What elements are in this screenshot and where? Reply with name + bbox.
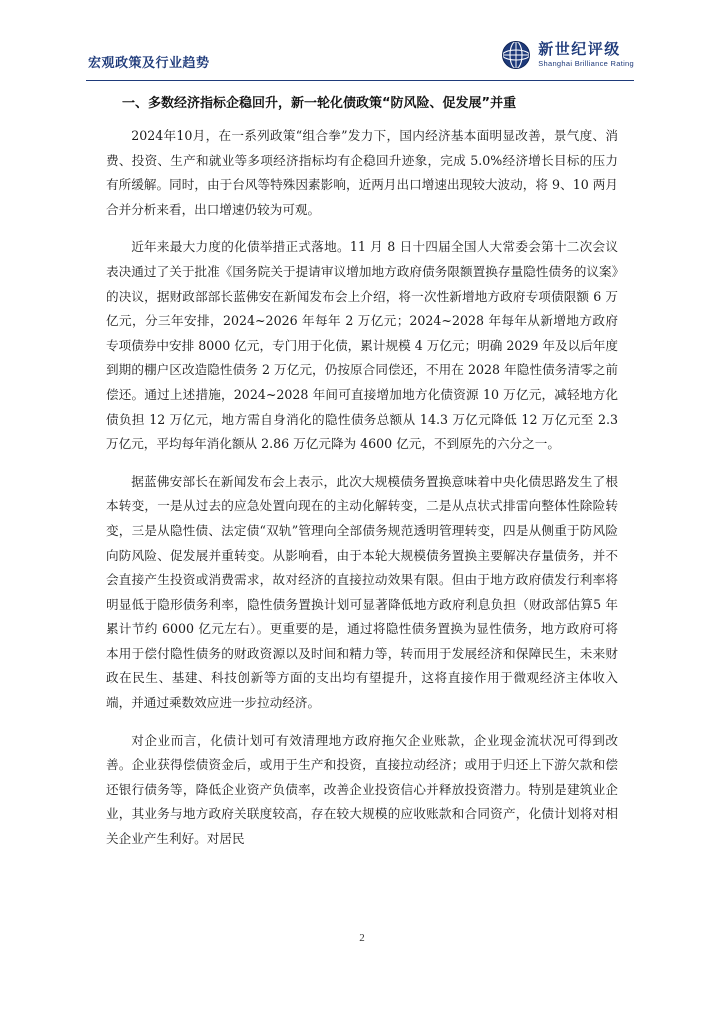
header-title: 宏观政策及行业趋势: [88, 56, 210, 71]
paragraph: 据蓝佛安部长在新闻发布会上表示，此次大规模债务置换意味着中央化债思路发生了根本转变，一是从过去的应急处置向现在的主动化解转变，二是从点状式排雷向整体性除险转变，三是从隐性债、法定债“双轨”管理向全部债务规范透明管理转变，四是从侧重于防风险向防风险、促发展并重转变。从影响看，由于本轮大规模债务置换主要解决存量债务，并不会直接产生投资或消费需求，故对经济的直接拉动效果有限。但由于地方政府债发行利率将明显低于隐形债务利率，隐性债务置换计划可显著降低地方政府利息负担（财政部估算5 年累计节约 6000 亿元左右）。更重要的是，通过将隐性债务置换为显性债务，地方政府可将本用于偿付隐性债务的财政资源以及时间和精力等，转而用于发展经济和保障民生，未来财政在民生、基建、科技创新等方面的支出均有望提升，这将直接作用于微观经济主体收入端，并通过乘数效应进一步拉动经济。: [106, 473, 618, 711]
paragraph: 2024年10月，在一系列政策“组合拳”发力下，国内经济基本面明显改善，景气度、消费、投资、生产和就业等多项经济指标均有企稳回升迹象，完成 5.0%经济增长目标的压力有所缓解。同时，由于台风等特殊因素影响，近两月出口增速出现较大波动，将 9、10 两月合并分析来看，出口增速仍较为可观。: [106, 128, 618, 217]
page-header: [86, 34, 634, 81]
document-body: [106, 94, 618, 865]
paragraph: 对企业而言，化债计划可有效清理地方政府拖欠企业账款，企业现金流状况可得到改善。企业获得偿债资金后，或用于生产和投资，直接拉动经济；或用于归还上下游欠款和偿还银行债务等，降低企业资产负债率，改善企业投资信心并释放投资潜力。特别是建筑业企业，其业务与地方政府关联度较高，存在较大规模的应收账款和合同资产，化债计划将对相关企业产生利好。对居民: [106, 732, 618, 847]
company-logo: [501, 38, 634, 72]
section-heading: 一、多数经济指标企稳回升，新一轮化债政策“防风险、促发展”并重: [122, 96, 517, 111]
globe-logo-icon: [501, 40, 531, 70]
logo-name-en: Shanghai Brilliance Rating: [538, 59, 634, 69]
page-number: 2: [359, 932, 365, 944]
paragraph: 近年来最大力度的化债举措正式落地。11 月 8 日十四届全国人大常委会第十二次会议表决通过了关于批准《国务院关于提请审议增加地方政府债务限额置换存量隐性债务的议案》的决议，据财政部部长蓝佛安在新闻发布会上介绍，将一次性新增地方政府专项债限额 6 万亿元，分三年安排，2024~2026 年每年 2 万亿元；2024~2028 年每年从新增地方政府专项债券中安排 8000 亿元，专门用于化债，累计规模 4 万亿元；明确 2029 年及以后年度到期的棚户区改造隐性债务 2 万亿元，仍按原合同偿还，不用在 2028 年隐性债务清零之前偿还。通过上述措施，2024~2028 年间可直接增加地方化债资源 10 万亿元，减轻地方化债负担 12 万亿元，地方需自身消化的隐性债务总额从 14.3 万亿元降低 12 万亿元至 2.3 万亿元，平均每年消化额从 2.86 万亿元降为 4600 亿元，不到原先的六分之一。: [106, 239, 618, 452]
logo-name-cn: 新世纪评级: [538, 40, 621, 59]
